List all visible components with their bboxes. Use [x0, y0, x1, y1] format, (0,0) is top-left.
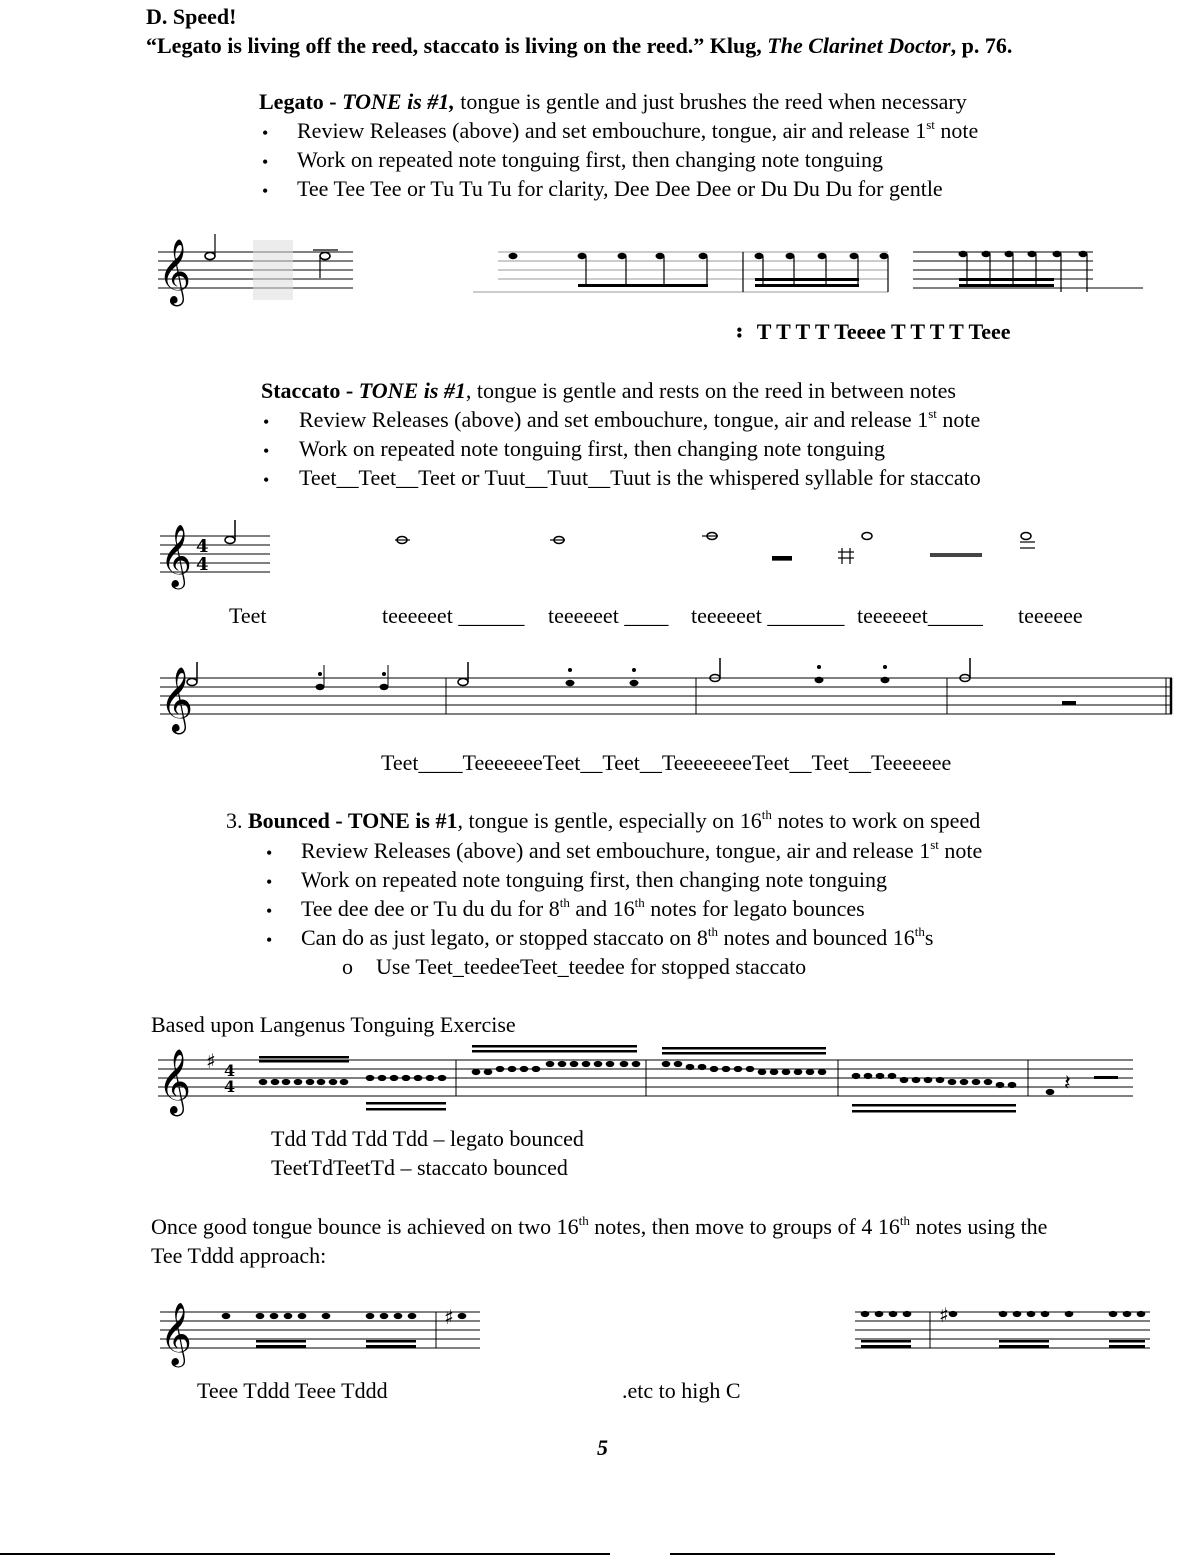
quote	[146, 35, 1012, 57]
legato-bullet-1-text: Review Releases (above) and set embouchure, tongue, air and release 1	[297, 118, 927, 143]
svg-text:𝄞: 𝄞	[160, 667, 194, 732]
treble-clef-icon	[160, 524, 192, 590]
time-signature-top: 4	[224, 1061, 236, 1080]
note-icon	[259, 1045, 1118, 1113]
quote-book: The Clarinet Doctor	[767, 33, 951, 58]
note-icon	[225, 520, 1031, 544]
section-heading: D. Speed!	[146, 4, 237, 29]
staccato-heading	[261, 380, 956, 402]
bounced-bullet-3-sup2: th	[634, 895, 645, 910]
legato-bullet-1-sup: st	[926, 117, 935, 132]
langenus-line-1: Tdd Tdd Tdd Tdd – legato bounced	[271, 1126, 584, 1151]
svg-text:𝄞: 𝄞	[158, 239, 192, 304]
closing-text-1: Once good tongue bounce is achieved on two 16	[151, 1214, 579, 1239]
legato-bullet-3: Tee Tee Tee or Tu Tu Tu for clarity, Dee Dee Dee or Du Du Du for gentle	[297, 176, 943, 201]
bounced-number: 3.	[226, 808, 243, 833]
bounced-bullet-3	[301, 895, 865, 921]
bounced-heading	[226, 807, 981, 833]
svg-text:♯: ♯	[444, 1305, 454, 1329]
sharp-icon	[444, 1305, 454, 1329]
rest-icon	[1064, 1071, 1071, 1096]
staccato-bullet-1-post: note	[936, 407, 981, 432]
bounced-bullet-3-mid: and 16	[569, 896, 635, 921]
bullet-icon: •	[262, 123, 269, 143]
closing-paragraph	[151, 1213, 1048, 1239]
etc-to-high-c: .etc to high C	[622, 1378, 741, 1403]
legato-desc: tongue is gentle and just brushes the reed when necessary	[454, 89, 967, 114]
staccato-staff-2	[160, 660, 1175, 750]
bullet-icon: •	[266, 872, 273, 892]
time-signature-bottom: 4	[224, 1077, 236, 1096]
staccato-staff-1	[160, 520, 1060, 600]
svg-text:♯: ♯	[939, 1303, 949, 1327]
svg-text:𝄞: 𝄞	[160, 1302, 192, 1365]
staccato-syllable-2: teeeeeet ______	[382, 603, 525, 628]
legato-syllables: ⠆ T T T T Teeee T T T T Teee	[734, 319, 1011, 344]
closing-sup-2: th	[899, 1213, 910, 1228]
note-icon	[205, 234, 338, 300]
bounced-bullet-4	[301, 924, 934, 950]
staccato-bullet-2: Work on repeated note tonguing first, then changing note tonguing	[299, 436, 885, 461]
sharp-icon	[939, 1303, 949, 1327]
staccato-syllable-3: teeeeeet ____	[548, 603, 669, 628]
staccato-syllable-5: teeeeeet_____	[857, 603, 983, 628]
legato-bullet-2: Work on repeated note tonguing first, then changing note tonguing	[297, 147, 883, 172]
time-signature-top: 4	[196, 536, 209, 557]
legato-bullet-1	[297, 117, 979, 143]
legato-bullet-1-post: note	[934, 118, 979, 143]
bounced-bullet-4-post: s	[924, 925, 934, 950]
sharp-icon	[206, 1049, 216, 1073]
bounced-bullet-1-sup: st	[930, 837, 939, 852]
tee-tddd-staff-right	[855, 1300, 1155, 1370]
bounced-desc: , tongue is gentle, especially on 16	[457, 808, 762, 833]
bounced-bullet-1-text: Review Releases (above) and set embouchure, tongue, air and release 1	[301, 838, 931, 863]
bullet-icon: •	[266, 843, 273, 863]
bullet-icon: •	[262, 181, 269, 201]
bounced-bullet-1-post: note	[938, 838, 983, 863]
legato-title: Legato -	[259, 89, 343, 114]
staccato-bullet-3: Teet__Teet__Teet or Tuut__Tuut__Tuut is the whispered syllable for staccato	[299, 465, 981, 490]
rest-icon	[930, 553, 982, 557]
rest-icon	[772, 556, 792, 560]
tee-tddd-staff-left	[160, 1300, 490, 1370]
footer-rule-right	[670, 1553, 1055, 1555]
page-number: 5	[597, 1435, 608, 1460]
treble-clef-icon	[160, 667, 193, 734]
bullet-icon: •	[263, 412, 270, 432]
bounced-sub-bullet: Use Teet_teedeeTeet_teedee for stopped staccato	[376, 954, 807, 979]
closing-paragraph-2: Tee Tddd approach:	[151, 1243, 327, 1268]
staccato-bullet-1	[299, 406, 981, 432]
bounced-sub-bullet-marker: o	[342, 954, 353, 979]
langenus-line-2: TeetTdTeetTd – staccato bounced	[271, 1155, 568, 1180]
langenus-title: Based upon Langenus Tonguing Exercise	[151, 1012, 516, 1037]
bounced-bullet-3-sup: th	[559, 895, 570, 910]
bullet-icon: •	[263, 441, 270, 461]
bounced-title: Bounced - TONE is #1	[248, 808, 458, 833]
langenus-staff	[158, 1042, 1138, 1122]
bounced-bullet-4-text: Can do as just legato, or stopped staccato on 8	[301, 925, 708, 950]
bounced-desc-sup: th	[761, 807, 772, 822]
legato-heading	[259, 91, 967, 113]
bounced-bullet-3-text: Tee dee dee or Tu du du for 8	[301, 896, 560, 921]
closing-text-3: notes using the	[909, 1214, 1048, 1239]
treble-clef-icon	[158, 239, 191, 306]
note-icon	[509, 251, 1088, 287]
svg-text:𝄞: 𝄞	[158, 1049, 192, 1114]
bullet-icon: •	[266, 930, 273, 950]
closing-text-2: notes, then move to groups of 4 16	[588, 1214, 900, 1239]
quote-page-ref: , p. 76.	[950, 33, 1013, 58]
legato-tone: TONE is #1,	[342, 89, 455, 114]
staccato-syllable-1: Teet	[229, 603, 267, 628]
bounced-bullet-4-sup: th	[707, 924, 719, 939]
bounced-bullet-4-mid: notes and bounced 16	[718, 925, 915, 950]
staccato-syllable-6: teeeeee	[1018, 603, 1083, 628]
quote-text: “Legato is living off the reed, staccato is living on the reed.” Klug,	[146, 33, 768, 58]
bounced-bullet-2: Work on repeated note tonguing first, then changing note tonguing	[301, 867, 887, 892]
tee-tddd-syllables: Teee Tddd Teee Tddd	[197, 1378, 388, 1403]
staccato-syllables-2: Teet____TeeeeeeeTeet__Teet__TeeeeeeeeTeet__Teet__Teeeeeee	[381, 750, 952, 775]
svg-text:𝄞: 𝄞	[160, 524, 192, 587]
bounced-desc-post: notes to work on speed	[771, 808, 981, 833]
staccato-syllable-4: teeeeeet _______	[691, 603, 845, 628]
legato-staff	[158, 232, 1148, 322]
note-icon	[187, 658, 970, 686]
bounced-bullet-3-post: notes for legato bounces	[644, 896, 865, 921]
treble-clef-icon	[158, 1049, 191, 1116]
staccato-bullet-1-text: Review Releases (above) and set embouchure, tongue, air and release 1	[299, 407, 929, 432]
bounced-bullet-4-sup2: th	[914, 924, 925, 939]
bullet-icon: •	[263, 470, 270, 490]
note-icon	[861, 1311, 1146, 1348]
treble-clef-icon	[160, 1302, 192, 1368]
staccato-tone: TONE is #1	[358, 378, 466, 403]
bullet-icon: •	[266, 901, 273, 921]
closing-sup-1: th	[578, 1213, 589, 1228]
rest-icon	[1094, 1076, 1118, 1079]
rest-icon	[1062, 701, 1076, 705]
footer-rule-left	[0, 1553, 610, 1555]
time-signature-bottom: 4	[196, 554, 209, 575]
staccato-bullet-1-sup: st	[928, 406, 937, 421]
bounced-bullet-1	[301, 837, 983, 863]
bullet-icon: •	[262, 152, 269, 172]
staccato-title: Staccato -	[261, 378, 359, 403]
staccato-desc: , tongue is gentle and rests on the reed in between notes	[465, 378, 956, 403]
svg-text:𝄽: 𝄽	[1064, 1071, 1071, 1096]
svg-text:♯: ♯	[206, 1049, 216, 1073]
